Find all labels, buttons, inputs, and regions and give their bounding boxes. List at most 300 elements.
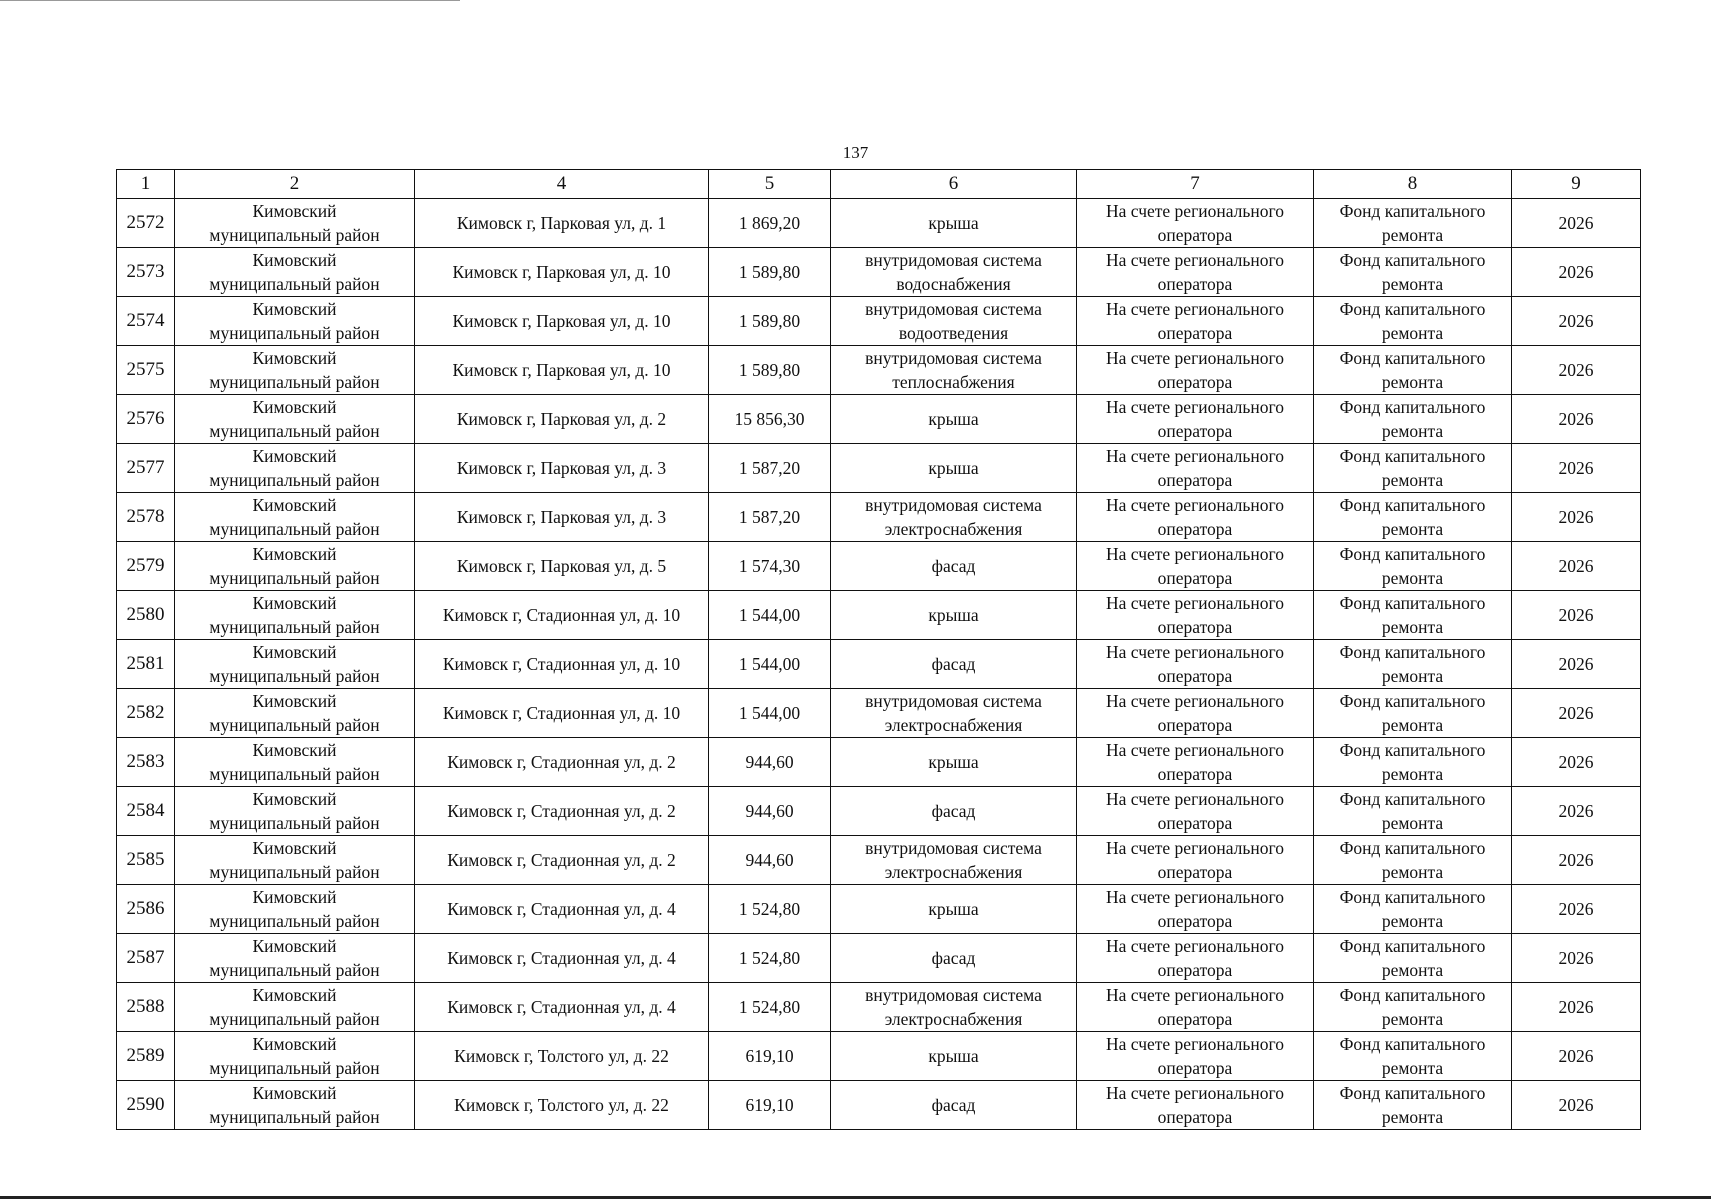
cell-funding-source-line: ремонта: [1381, 372, 1444, 392]
cell-area: 1 524,80: [709, 934, 831, 983]
cell-year: 2026: [1512, 395, 1641, 444]
cell-area: 1 574,30: [709, 542, 831, 591]
cell-funding-source-line: ремонта: [1381, 764, 1444, 784]
cell-district-line: Кимовский: [252, 495, 337, 515]
cell-district-line: Кимовский: [252, 985, 337, 1005]
cell-district: [175, 934, 415, 983]
cell-district: [175, 787, 415, 836]
cell-funding-source: [1314, 297, 1512, 346]
cell-funding-source-line: ремонта: [1381, 470, 1444, 490]
cell-district-line: Кимовский: [252, 201, 337, 221]
cell-fund-account-line: На счете регионального: [1106, 348, 1284, 368]
cell-funding-source: [1314, 542, 1512, 591]
cell-fund-account-line: На счете регионального: [1106, 593, 1284, 613]
cell-year: 2026: [1512, 885, 1641, 934]
cell-district-line: Кимовский: [252, 691, 337, 711]
cell-district: [175, 640, 415, 689]
repair-schedule-table: [116, 169, 1641, 1130]
cell-funding-source: [1314, 199, 1512, 248]
cell-work-type: [831, 885, 1077, 934]
cell-funding-source: [1314, 738, 1512, 787]
cell-year: 2026: [1512, 444, 1641, 493]
cell-funding-source-line: Фонд капитального: [1339, 593, 1486, 613]
cell-work-type-line: фасад: [931, 801, 976, 821]
cell-district-line: муниципальный район: [209, 1009, 380, 1029]
cell-funding-source-line: Фонд капитального: [1339, 397, 1486, 417]
cell-work-type-line: фасад: [931, 556, 976, 576]
cell-fund-account: [1077, 542, 1314, 591]
cell-area: 1 524,80: [709, 885, 831, 934]
cell-funding-source: [1314, 395, 1512, 444]
cell-year: 2026: [1512, 591, 1641, 640]
table-row: [117, 297, 1641, 346]
cell-fund-account: [1077, 934, 1314, 983]
cell-row-number: 2582: [117, 689, 175, 738]
cell-work-type-line: крыша: [928, 1046, 979, 1066]
cell-district-line: Кимовский: [252, 887, 337, 907]
cell-work-type-line: электроснабжения: [884, 862, 1023, 882]
cell-district: [175, 395, 415, 444]
cell-year: 2026: [1512, 689, 1641, 738]
cell-work-type: [831, 787, 1077, 836]
cell-district-line: Кимовский: [252, 789, 337, 809]
cell-district: [175, 1032, 415, 1081]
cell-row-number: 2580: [117, 591, 175, 640]
cell-funding-source: [1314, 493, 1512, 542]
table-row: [117, 395, 1641, 444]
cell-work-type: [831, 934, 1077, 983]
cell-fund-account-line: На счете регионального: [1106, 1034, 1284, 1054]
cell-funding-source-line: Фонд капитального: [1339, 985, 1486, 1005]
cell-fund-account-line: оператора: [1157, 421, 1233, 441]
cell-fund-account: [1077, 493, 1314, 542]
cell-work-type: [831, 983, 1077, 1032]
cell-year: 2026: [1512, 1081, 1641, 1130]
cell-address: Кимовск г, Стадионная ул, д. 10: [415, 640, 709, 689]
cell-funding-source: [1314, 640, 1512, 689]
cell-funding-source-line: Фонд капитального: [1339, 299, 1486, 319]
cell-row-number: 2578: [117, 493, 175, 542]
cell-funding-source-line: ремонта: [1381, 519, 1444, 539]
cell-work-type: [831, 1081, 1077, 1130]
scan-edge-top: [0, 0, 460, 1]
cell-area: 1 589,80: [709, 346, 831, 395]
cell-funding-source: [1314, 346, 1512, 395]
cell-funding-source-line: ремонта: [1381, 225, 1444, 245]
cell-work-type-line: крыша: [928, 458, 979, 478]
cell-fund-account-line: На счете регионального: [1106, 250, 1284, 270]
cell-district-line: Кимовский: [252, 936, 337, 956]
cell-district-line: муниципальный район: [209, 1058, 380, 1078]
cell-work-type-line: внутридомовая система: [865, 299, 1042, 319]
cell-district-line: Кимовский: [252, 740, 337, 760]
cell-funding-source-line: ремонта: [1381, 323, 1444, 343]
cell-fund-account-line: На счете регионального: [1106, 740, 1284, 760]
cell-area: 944,60: [709, 787, 831, 836]
cell-row-number: 2575: [117, 346, 175, 395]
cell-funding-source-line: ремонта: [1381, 1107, 1444, 1127]
cell-year: 2026: [1512, 787, 1641, 836]
cell-fund-account-line: оператора: [1157, 323, 1233, 343]
cell-fund-account-line: На счете регионального: [1106, 936, 1284, 956]
cell-row-number: 2586: [117, 885, 175, 934]
cell-funding-source: [1314, 591, 1512, 640]
cell-funding-source: [1314, 444, 1512, 493]
table-row: [117, 787, 1641, 836]
cell-district-line: муниципальный район: [209, 372, 380, 392]
cell-address: Кимовск г, Парковая ул, д. 2: [415, 395, 709, 444]
cell-funding-source-line: ремонта: [1381, 1009, 1444, 1029]
cell-district-line: Кимовский: [252, 593, 337, 613]
cell-fund-account-line: оператора: [1157, 1107, 1233, 1127]
cell-row-number: 2574: [117, 297, 175, 346]
cell-work-type: [831, 493, 1077, 542]
cell-work-type-line: внутридомовая система: [865, 495, 1042, 515]
cell-fund-account-line: На счете регионального: [1106, 691, 1284, 711]
cell-work-type-line: фасад: [931, 1095, 976, 1115]
cell-fund-account-line: На счете регионального: [1106, 642, 1284, 662]
table-row: [117, 1032, 1641, 1081]
header-cell: 9: [1512, 170, 1641, 199]
cell-fund-account: [1077, 983, 1314, 1032]
cell-area: 619,10: [709, 1032, 831, 1081]
cell-work-type-line: внутридомовая система: [865, 348, 1042, 368]
cell-fund-account: [1077, 689, 1314, 738]
cell-row-number: 2572: [117, 199, 175, 248]
cell-work-type: [831, 640, 1077, 689]
cell-funding-source: [1314, 787, 1512, 836]
cell-address: Кимовск г, Стадионная ул, д. 10: [415, 591, 709, 640]
cell-funding-source: [1314, 1032, 1512, 1081]
cell-work-type-line: электроснабжения: [884, 715, 1023, 735]
cell-address: Кимовск г, Толстого ул, д. 22: [415, 1081, 709, 1130]
cell-funding-source: [1314, 248, 1512, 297]
cell-district: [175, 983, 415, 1032]
cell-funding-source: [1314, 689, 1512, 738]
cell-area: 1 544,00: [709, 591, 831, 640]
cell-district: [175, 297, 415, 346]
cell-district: [175, 591, 415, 640]
cell-row-number: 2585: [117, 836, 175, 885]
cell-year: 2026: [1512, 1032, 1641, 1081]
cell-funding-source-line: Фонд капитального: [1339, 789, 1486, 809]
cell-district-line: Кимовский: [252, 250, 337, 270]
header-cell: 2: [175, 170, 415, 199]
cell-funding-source-line: Фонд капитального: [1339, 691, 1486, 711]
header-cell: 1: [117, 170, 175, 199]
cell-district-line: муниципальный район: [209, 421, 380, 441]
table-row: [117, 640, 1641, 689]
cell-work-type-line: водоотведения: [898, 323, 1009, 343]
cell-district-line: Кимовский: [252, 642, 337, 662]
cell-fund-account-line: На счете регионального: [1106, 201, 1284, 221]
cell-fund-account: [1077, 640, 1314, 689]
cell-row-number: 2579: [117, 542, 175, 591]
cell-district-line: Кимовский: [252, 838, 337, 858]
table-row: [117, 738, 1641, 787]
cell-work-type-line: внутридомовая система: [865, 691, 1042, 711]
cell-funding-source: [1314, 1081, 1512, 1130]
cell-work-type: [831, 248, 1077, 297]
cell-work-type-line: крыша: [928, 899, 979, 919]
cell-fund-account: [1077, 395, 1314, 444]
cell-fund-account-line: оператора: [1157, 274, 1233, 294]
cell-fund-account: [1077, 1032, 1314, 1081]
cell-work-type: [831, 297, 1077, 346]
cell-funding-source-line: ремонта: [1381, 862, 1444, 882]
cell-address: Кимовск г, Парковая ул, д. 10: [415, 297, 709, 346]
cell-work-type: [831, 1032, 1077, 1081]
cell-address: Кимовск г, Стадионная ул, д. 10: [415, 689, 709, 738]
cell-funding-source: [1314, 934, 1512, 983]
cell-area: 1 589,80: [709, 248, 831, 297]
cell-fund-account-line: На счете регионального: [1106, 887, 1284, 907]
cell-fund-account-line: оператора: [1157, 372, 1233, 392]
cell-fund-account-line: оператора: [1157, 1058, 1233, 1078]
cell-district: [175, 738, 415, 787]
cell-work-type-line: водоснабжения: [896, 274, 1011, 294]
cell-fund-account-line: На счете регионального: [1106, 789, 1284, 809]
cell-district-line: муниципальный район: [209, 911, 380, 931]
cell-work-type-line: электроснабжения: [884, 1009, 1023, 1029]
cell-work-type-line: крыша: [928, 605, 979, 625]
cell-area: 1 587,20: [709, 444, 831, 493]
cell-address: Кимовск г, Парковая ул, д. 10: [415, 248, 709, 297]
cell-area: 1 587,20: [709, 493, 831, 542]
cell-district-line: Кимовский: [252, 446, 337, 466]
cell-row-number: 2581: [117, 640, 175, 689]
cell-fund-account-line: оператора: [1157, 470, 1233, 490]
cell-row-number: 2576: [117, 395, 175, 444]
cell-area: 1 869,20: [709, 199, 831, 248]
cell-area: 619,10: [709, 1081, 831, 1130]
cell-funding-source-line: Фонд капитального: [1339, 446, 1486, 466]
cell-address: Кимовск г, Стадионная ул, д. 4: [415, 885, 709, 934]
cell-funding-source-line: Фонд капитального: [1339, 838, 1486, 858]
cell-fund-account: [1077, 1081, 1314, 1130]
cell-row-number: 2583: [117, 738, 175, 787]
cell-funding-source-line: Фонд капитального: [1339, 250, 1486, 270]
cell-district-line: муниципальный район: [209, 225, 380, 245]
cell-fund-account: [1077, 297, 1314, 346]
cell-funding-source-line: ремонта: [1381, 666, 1444, 686]
cell-district-line: муниципальный район: [209, 274, 380, 294]
cell-year: 2026: [1512, 983, 1641, 1032]
cell-work-type-line: фасад: [931, 654, 976, 674]
table-row: [117, 1081, 1641, 1130]
cell-row-number: 2590: [117, 1081, 175, 1130]
page-number: 137: [842, 143, 869, 162]
cell-fund-account: [1077, 787, 1314, 836]
cell-district: [175, 248, 415, 297]
cell-year: 2026: [1512, 297, 1641, 346]
cell-work-type: [831, 346, 1077, 395]
cell-fund-account-line: оператора: [1157, 225, 1233, 245]
cell-funding-source-line: ремонта: [1381, 715, 1444, 735]
cell-funding-source-line: ремонта: [1381, 617, 1444, 637]
cell-area: 1 589,80: [709, 297, 831, 346]
cell-year: 2026: [1512, 199, 1641, 248]
table-row: [117, 934, 1641, 983]
table-row: [117, 542, 1641, 591]
cell-fund-account-line: оператора: [1157, 715, 1233, 735]
cell-funding-source: [1314, 983, 1512, 1032]
cell-district-line: муниципальный район: [209, 1107, 380, 1127]
scan-edge-bottom: [0, 1196, 1711, 1199]
cell-address: Кимовск г, Стадионная ул, д. 2: [415, 836, 709, 885]
table-row: [117, 444, 1641, 493]
cell-funding-source-line: Фонд капитального: [1339, 348, 1486, 368]
table-row: [117, 199, 1641, 248]
cell-funding-source-line: Фонд капитального: [1339, 201, 1486, 221]
cell-district: [175, 199, 415, 248]
cell-fund-account-line: На счете регионального: [1106, 446, 1284, 466]
cell-area: 15 856,30: [709, 395, 831, 444]
cell-district-line: Кимовский: [252, 348, 337, 368]
table-row: [117, 983, 1641, 1032]
cell-funding-source-line: ремонта: [1381, 813, 1444, 833]
cell-row-number: 2589: [117, 1032, 175, 1081]
cell-work-type: [831, 199, 1077, 248]
cell-district-line: Кимовский: [252, 397, 337, 417]
cell-funding-source-line: Фонд капитального: [1339, 936, 1486, 956]
cell-year: 2026: [1512, 346, 1641, 395]
cell-address: Кимовск г, Стадионная ул, д. 4: [415, 934, 709, 983]
cell-district-line: муниципальный район: [209, 519, 380, 539]
cell-fund-account-line: оператора: [1157, 813, 1233, 833]
cell-work-type-line: крыша: [928, 213, 979, 233]
cell-fund-account: [1077, 738, 1314, 787]
cell-fund-account: [1077, 885, 1314, 934]
cell-work-type-line: теплоснабжения: [892, 372, 1015, 392]
cell-fund-account-line: На счете регионального: [1106, 495, 1284, 515]
cell-district-line: муниципальный район: [209, 666, 380, 686]
cell-work-type-line: крыша: [928, 752, 979, 772]
cell-fund-account: [1077, 836, 1314, 885]
cell-year: 2026: [1512, 640, 1641, 689]
cell-work-type-line: внутридомовая система: [865, 985, 1042, 1005]
cell-district: [175, 444, 415, 493]
cell-area: 1 544,00: [709, 640, 831, 689]
cell-funding-source-line: ремонта: [1381, 1058, 1444, 1078]
cell-district-line: муниципальный район: [209, 764, 380, 784]
cell-fund-account: [1077, 444, 1314, 493]
cell-district: [175, 885, 415, 934]
cell-district-line: муниципальный район: [209, 617, 380, 637]
cell-district: [175, 1081, 415, 1130]
header-cell: 4: [415, 170, 709, 199]
cell-district: [175, 346, 415, 395]
cell-work-type: [831, 542, 1077, 591]
cell-address: Кимовск г, Парковая ул, д. 3: [415, 444, 709, 493]
cell-year: 2026: [1512, 738, 1641, 787]
cell-work-type-line: электроснабжения: [884, 519, 1023, 539]
cell-funding-source-line: Фонд капитального: [1339, 1034, 1486, 1054]
cell-funding-source-line: Фонд капитального: [1339, 887, 1486, 907]
cell-fund-account-line: оператора: [1157, 911, 1233, 931]
cell-district-line: муниципальный район: [209, 323, 380, 343]
table-body: [117, 199, 1641, 1130]
table-row: [117, 885, 1641, 934]
cell-fund-account-line: оператора: [1157, 1009, 1233, 1029]
cell-funding-source-line: ремонта: [1381, 421, 1444, 441]
cell-district: [175, 493, 415, 542]
header-cell: 8: [1314, 170, 1512, 199]
cell-work-type: [831, 738, 1077, 787]
cell-fund-account: [1077, 248, 1314, 297]
cell-fund-account: [1077, 346, 1314, 395]
cell-fund-account-line: оператора: [1157, 862, 1233, 882]
cell-fund-account-line: оператора: [1157, 666, 1233, 686]
cell-district-line: Кимовский: [252, 544, 337, 564]
cell-fund-account-line: На счете регионального: [1106, 838, 1284, 858]
table-row: [117, 689, 1641, 738]
cell-district-line: муниципальный район: [209, 470, 380, 490]
cell-funding-source-line: Фонд капитального: [1339, 495, 1486, 515]
cell-funding-source-line: ремонта: [1381, 960, 1444, 980]
cell-year: 2026: [1512, 493, 1641, 542]
cell-fund-account-line: На счете регионального: [1106, 299, 1284, 319]
cell-year: 2026: [1512, 248, 1641, 297]
cell-work-type-line: внутридомовая система: [865, 838, 1042, 858]
cell-funding-source-line: ремонта: [1381, 568, 1444, 588]
cell-fund-account-line: На счете регионального: [1106, 397, 1284, 417]
cell-district-line: Кимовский: [252, 1083, 337, 1103]
cell-address: Кимовск г, Стадионная ул, д. 4: [415, 983, 709, 1032]
cell-fund-account-line: На счете регионального: [1106, 1083, 1284, 1103]
cell-fund-account-line: оператора: [1157, 617, 1233, 637]
cell-work-type-line: крыша: [928, 409, 979, 429]
cell-row-number: 2573: [117, 248, 175, 297]
cell-fund-account: [1077, 199, 1314, 248]
cell-fund-account-line: оператора: [1157, 519, 1233, 539]
cell-district: [175, 542, 415, 591]
cell-row-number: 2584: [117, 787, 175, 836]
cell-district-line: Кимовский: [252, 299, 337, 319]
cell-work-type-line: фасад: [931, 948, 976, 968]
cell-funding-source-line: Фонд капитального: [1339, 1083, 1486, 1103]
cell-funding-source-line: ремонта: [1381, 274, 1444, 294]
table-row: [117, 346, 1641, 395]
cell-work-type: [831, 444, 1077, 493]
cell-area: 1 524,80: [709, 983, 831, 1032]
cell-work-type: [831, 591, 1077, 640]
cell-funding-source-line: Фонд капитального: [1339, 544, 1486, 564]
cell-funding-source-line: ремонта: [1381, 911, 1444, 931]
cell-funding-source-line: Фонд капитального: [1339, 642, 1486, 662]
cell-fund-account-line: оператора: [1157, 568, 1233, 588]
cell-fund-account-line: На счете регионального: [1106, 985, 1284, 1005]
cell-work-type: [831, 689, 1077, 738]
table-row: [117, 836, 1641, 885]
header-cell: 5: [709, 170, 831, 199]
header-cell: 7: [1077, 170, 1314, 199]
cell-funding-source-line: Фонд капитального: [1339, 740, 1486, 760]
cell-row-number: 2577: [117, 444, 175, 493]
cell-address: Кимовск г, Стадионная ул, д. 2: [415, 787, 709, 836]
cell-address: Кимовск г, Толстого ул, д. 22: [415, 1032, 709, 1081]
cell-address: Кимовск г, Парковая ул, д. 3: [415, 493, 709, 542]
cell-work-type-line: внутридомовая система: [865, 250, 1042, 270]
cell-funding-source: [1314, 885, 1512, 934]
cell-funding-source: [1314, 836, 1512, 885]
table-row: [117, 248, 1641, 297]
cell-fund-account: [1077, 591, 1314, 640]
cell-district-line: муниципальный район: [209, 568, 380, 588]
cell-district-line: муниципальный район: [209, 862, 380, 882]
cell-row-number: 2588: [117, 983, 175, 1032]
cell-fund-account-line: На счете регионального: [1106, 544, 1284, 564]
